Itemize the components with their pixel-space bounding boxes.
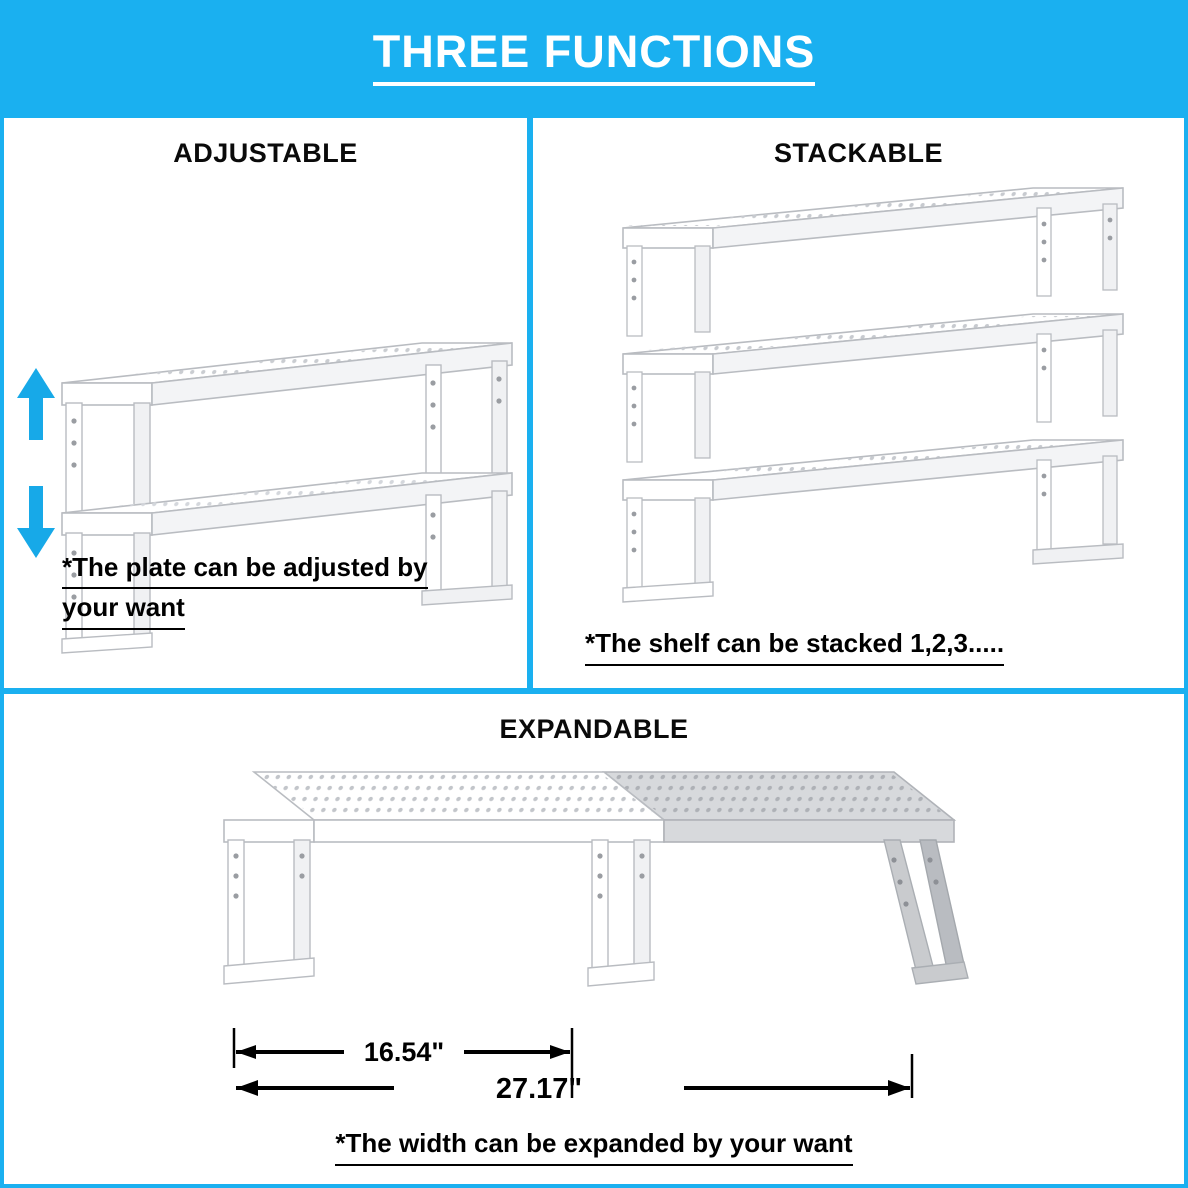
caption-stackable-line1: *The shelf can be stacked 1,2,3..... [585, 625, 1004, 666]
caption-expandable [4, 1125, 1184, 1166]
dimension-annotations [194, 1024, 974, 1124]
panel-adjustable [4, 118, 527, 688]
page-title: THREE FUNCTIONS [373, 28, 816, 85]
caption-adjustable [62, 549, 502, 630]
panel-stackable [533, 118, 1184, 688]
product-illustration-stackable [603, 158, 1163, 618]
header-banner [0, 0, 1188, 114]
panel-title-expandable: EXPANDABLE [499, 714, 689, 744]
caption-adjustable-line2: your want [62, 589, 185, 630]
caption-stackable [585, 625, 1165, 666]
dimension-inner-width: 16.54" [363, 1037, 445, 1067]
panel-title-adjustable: ADJUSTABLE [173, 138, 358, 168]
panel-title-stackable: STACKABLE [774, 138, 943, 168]
dimension-full-width: 27.17" [495, 1073, 583, 1105]
caption-adjustable-line1: *The plate can be adjusted by [62, 549, 428, 590]
product-illustration-expandable [194, 752, 974, 1042]
panel-expandable [4, 694, 1184, 1184]
caption-expandable-line1: *The width can be expanded by your want [335, 1125, 852, 1166]
